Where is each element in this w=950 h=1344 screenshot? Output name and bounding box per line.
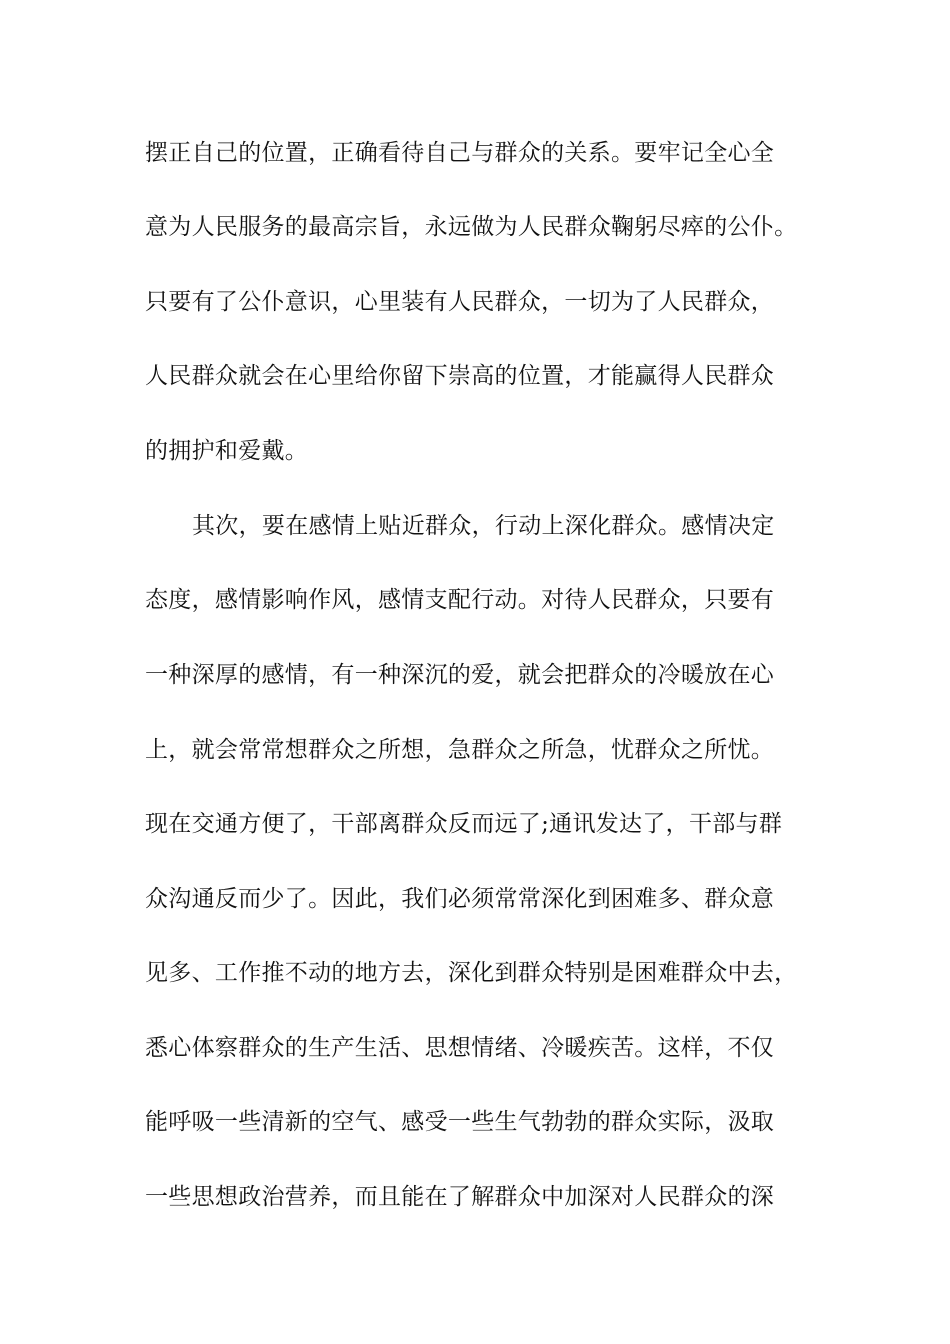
text-line: 现在交通方便了，干部离群众反而远了;通讯发达了，干部与群 <box>145 811 783 837</box>
text-line: 只要有了公仆意识，心里装有人民群众，一切为了人民群众， <box>145 289 775 315</box>
text-line: 悉心体察群众的生产生活、思想情绪、冷暖疾苦。这样，不仅 <box>145 1035 775 1061</box>
text-line: 意为人民服务的最高宗旨，永远做为人民群众鞠躬尽瘁的公仆。 <box>145 214 798 240</box>
text-line: 一种深厚的感情，有一种深沉的爱，就会把群众的冷暖放在心 <box>145 662 775 688</box>
text-line: 众沟通反而少了。因此，我们必须常常深化到困难多、群众意 <box>145 886 775 912</box>
text-line: 人民群众就会在心里给你留下崇高的位置，才能赢得人民群众 <box>145 363 775 389</box>
text-line: 摆正自己的位置，正确看待自己与群众的关系。要牢记全心全 <box>145 140 775 166</box>
text-line: 见多、工作推不动的地方去，深化到群众特别是困难群众中去， <box>145 960 798 986</box>
text-line: 一些思想政治营养，而且能在了解群众中加深对人民群众的深 <box>145 1184 775 1210</box>
text-line: 上，就会常常想群众之所想，急群众之所急，忧群众之所忧。 <box>145 737 775 763</box>
text-line: 的拥护和爱戴。 <box>145 438 309 464</box>
paragraph-first-line: 其次，要在感情上贴近群众，行动上深化群众。感情决定 <box>192 513 775 539</box>
text-line: 能呼吸一些清新的空气、感受一些生气勃勃的群众实际，汲取 <box>145 1109 775 1135</box>
text-line: 态度，感情影响作风，感情支配行动。对待人民群众，只要有 <box>145 587 775 613</box>
